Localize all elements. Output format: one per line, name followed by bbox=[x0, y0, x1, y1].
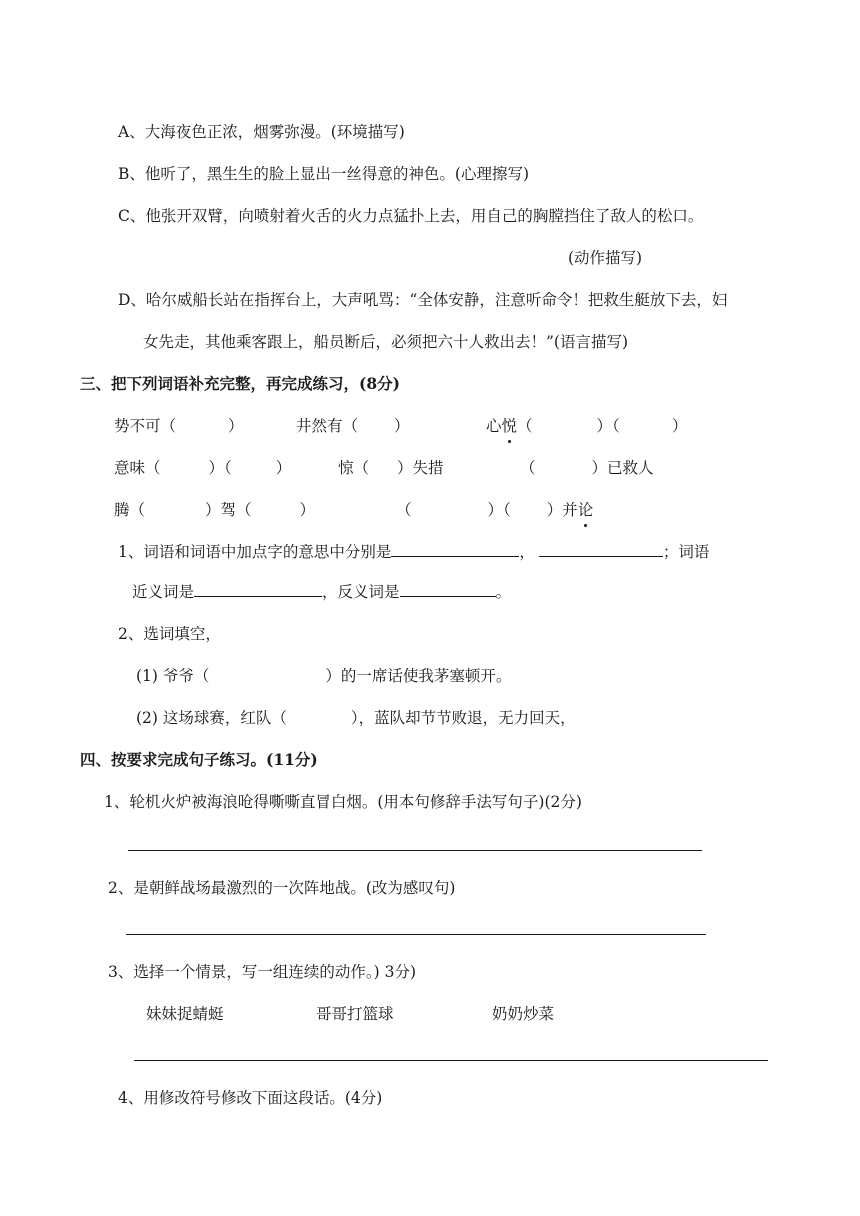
question-3-2-2 bbox=[136, 708, 576, 728]
word-5-close: ）失措 bbox=[397, 459, 444, 477]
answer-blank[interactable] bbox=[391, 542, 519, 557]
q3-1-antonym: ，反义词是 bbox=[322, 583, 400, 601]
word-7-mid: ）驾（ bbox=[205, 501, 252, 519]
option-d-line1: D、哈尔威船长站在指挥台上，大声吼骂：“全体安静，注意听命令！把救生艇放下去，妇 bbox=[118, 291, 728, 309]
word-6 bbox=[520, 458, 654, 478]
question-3-2-1 bbox=[136, 666, 511, 686]
word-4-close: ） bbox=[275, 459, 292, 477]
answer-line[interactable] bbox=[126, 934, 706, 935]
scenario-option-2: 哥哥打篮球 bbox=[316, 1005, 394, 1023]
answer-blank[interactable] bbox=[539, 542, 663, 557]
word-3-mid: ）（ bbox=[596, 417, 620, 435]
question-3-2: 2、选词填空， bbox=[118, 625, 221, 643]
dotted-char: 悦 bbox=[501, 417, 518, 435]
word-8-close: ）并 bbox=[546, 501, 578, 519]
word-2-text: 井然有（ bbox=[296, 417, 359, 435]
q3-2-1-a: (1) 爷爷（ bbox=[136, 667, 210, 685]
word-7-text: 腾（ bbox=[114, 501, 146, 519]
question-4-2: 2、是朝鲜战场最激烈的一次阵地战。(改为感叹句) bbox=[108, 879, 456, 897]
q3-1-end: 。 bbox=[495, 583, 512, 601]
question-3-1-cont bbox=[132, 582, 511, 602]
option-c-tag: (动作描写) bbox=[568, 249, 643, 267]
word-5-text: 惊（ bbox=[338, 459, 370, 477]
word-2-close: ） bbox=[394, 417, 410, 435]
word-2 bbox=[296, 416, 410, 436]
word-3-open: （ bbox=[517, 417, 533, 435]
word-3 bbox=[486, 416, 687, 436]
answer-blank[interactable] bbox=[400, 582, 496, 597]
word-4-text: 意味（ bbox=[114, 459, 161, 477]
q3-1-comma: ， bbox=[519, 543, 535, 561]
q3-2-2-b: ），蓝队却节节败退，无力回天， bbox=[350, 709, 576, 727]
answer-blank[interactable] bbox=[194, 582, 322, 597]
dotted-char-2: 论 bbox=[577, 501, 594, 519]
question-3-1 bbox=[118, 542, 709, 562]
question-4-3: 3、选择一个情景，写一组连续的动作。) 3分) bbox=[108, 963, 416, 981]
answer-line[interactable] bbox=[134, 1060, 768, 1061]
word-5 bbox=[338, 458, 444, 478]
word-8-mid: ）（ bbox=[487, 501, 511, 519]
q3-2-2-a: (2) 这场球赛，红队（ bbox=[136, 709, 287, 727]
question-4-1: 1、轮机火炉被海浪呛得嘶嘶直冒白烟。(用本句修辞手法写句子)(2分) bbox=[104, 793, 582, 811]
scenario-option-1: 妹妹捉蜻蜓 bbox=[146, 1005, 224, 1023]
word-1-close: ） bbox=[228, 417, 244, 435]
word-1 bbox=[114, 416, 244, 436]
word-6-open: （ bbox=[520, 459, 536, 477]
word-3-pre: 心 bbox=[486, 417, 502, 435]
section-4-heading: 四、按要求完成句子练习。(11分) bbox=[80, 750, 318, 769]
section-3-heading: 三、把下列词语补充完整，再完成练习，(8分) bbox=[80, 374, 400, 393]
option-c: C、他张开双臂，向喷射着火舌的火力点猛扑上去，用自己的胸膛挡住了敌人的松口。 bbox=[118, 207, 704, 225]
word-6-close: ）已救人 bbox=[591, 459, 654, 477]
word-3-close: ） bbox=[671, 417, 688, 435]
option-a: A、大海夜色正浓，烟雾弥漫。(环境描写) bbox=[118, 123, 405, 141]
word-7 bbox=[114, 500, 315, 520]
word-4 bbox=[114, 458, 291, 478]
question-4-4: 4、用修改符号修改下面这段话。(4分) bbox=[118, 1089, 383, 1107]
word-8 bbox=[396, 500, 593, 520]
word-1-text: 势不可（ bbox=[114, 417, 177, 435]
answer-line[interactable] bbox=[128, 850, 702, 851]
q3-1-text: 1、词语和词语中加点字的意思中分别是 bbox=[118, 543, 392, 561]
word-7-close: ） bbox=[299, 501, 316, 519]
q3-1-synonym: 近义词是 bbox=[132, 583, 195, 601]
option-d-line2: 女先走，其他乘客跟上，船员断后，必须把六十人救出去！”(语言描写) bbox=[143, 333, 629, 351]
scenario-option-3: 奶奶炒菜 bbox=[492, 1005, 555, 1023]
q3-1-tail: ；词语 bbox=[662, 543, 710, 561]
option-b: B、他听了，黑生生的脸上显出一丝得意的神色。(心理擦写) bbox=[118, 165, 529, 183]
word-8-open: （ bbox=[396, 501, 412, 519]
word-4-mid: ）（ bbox=[208, 459, 232, 477]
q3-2-1-b: ）的一席话使我茅塞顿开。 bbox=[325, 667, 512, 685]
